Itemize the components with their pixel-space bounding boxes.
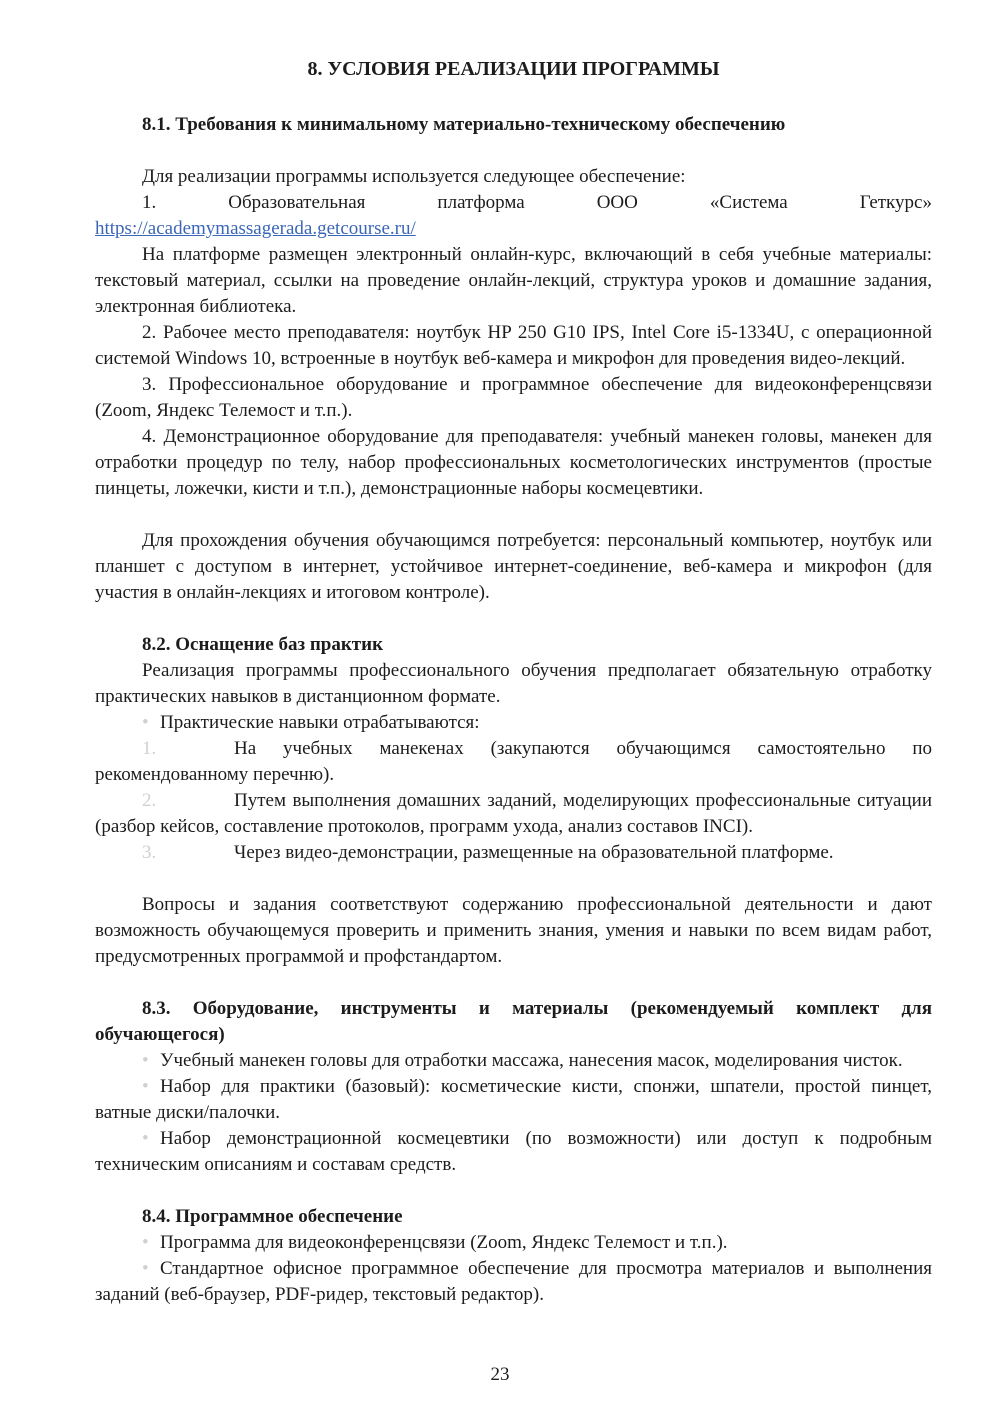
page-number: 23 [490,1364,510,1385]
list-number-marker: 3. [142,842,157,863]
bullet-item [95,1230,932,1256]
bullet-item-text: Практические навыки отрабатываются: [160,712,480,733]
list-bullet-marker: • [142,1050,149,1071]
section-84-heading: 8.4. Программное обеспечение [142,1206,403,1227]
platform-word: Образовательная [228,192,366,213]
list-bullet-marker: • [142,712,149,733]
paragraph-student-requirements: Для прохождения обучения обучающимся потребуется: персональный компьютер, ноутбук или планшет с доступом в интернет, устойчивое интернет-соединение, веб-камера и микрофон (для участия в онлайн-лекциях и итоговом контроле). [95,530,932,603]
list-bullet-marker: • [142,1258,149,1279]
bullet-item-text: Стандартное офисное программное обеспечение для просмотра материалов и выполнения заданий (веб-браузер, PDF-ридер, текстовый редактор). [95,1258,932,1305]
bullet-item [95,1256,932,1308]
platform-word: ООО [596,192,638,213]
paragraph-professional-equipment: 3. Профессиональное оборудование и программное обеспечение для видеоконференцсвязи (Zoom, Яндекс Телемост и т.п.). [95,374,932,421]
numbered-item [95,736,932,788]
list-number-marker: 1. [142,192,157,213]
list-number-marker: 2. [142,790,157,811]
list-number-marker: 1. [142,738,157,759]
bullet-item [95,710,932,736]
list-bullet-marker: • [142,1128,149,1149]
platform-link-line [95,216,932,242]
section-81-intro: Для реализации программы используется следующее обеспечение: [142,166,686,187]
bullet-item-text: Набор для практики (базовый): косметические кисти, спонжи, шпатели, простой пинцет, ватные диски/палочки. [95,1076,932,1123]
list-bullet-marker: • [142,1232,149,1253]
paragraph-demo-equipment: 4. Демонстрационное оборудование для преподавателя: учебный манекен головы, манекен для отработки процедур по телу, набор профессиональных косметологических инструментов (простые пинцеты, ложечки, кисти и т.п.), демонстрационные наборы космецевтики. [95,426,932,499]
section-83-heading: 8.3. Оборудование, инструменты и материалы (рекомендуемый комплект для обучающегося) [95,998,932,1045]
bullet-item-text: Учебный манекен головы для отработки массажа, нанесения масок, моделирования чисток. [160,1050,903,1071]
bullet-item [95,1126,932,1178]
numbered-item-text: Путем выполнения домашних заданий, моделирующих профессиональные ситуации (разбор кейсов, составление протоколов, программ ухода, анализ составов INCI). [95,790,932,837]
page-title: 8. УСЛОВИЯ РЕАЛИЗАЦИИ ПРОГРАММЫ [307,58,720,80]
bullet-item [95,1074,932,1126]
paragraph-teacher-workplace: 2. Рабочее место преподавателя: ноутбук HP 250 G10 IPS, Intel Core i5-1334U, с операционной системой Windows 10, встроенные в ноутбук веб-камера и микрофон для проведения видео-лекций. [95,322,932,369]
numbered-item [95,840,932,866]
platform-word: платформа [437,192,525,213]
section-82-heading: 8.2. Оснащение баз практик [142,634,384,655]
bullet-item [95,1048,932,1074]
numbered-item-text: Через видео-демонстрации, размещенные на образовательной платформе. [234,842,834,863]
bullet-item-text: Набор демонстрационной космецевтики (по возможности) или доступ к подробным техническим описаниям и составам средств. [95,1128,932,1175]
bullet-item-text: Программа для видеоконференцсвязи (Zoom, Яндекс Телемост и т.п.). [160,1232,728,1253]
paragraph-platform-content: На платформе размещен электронный онлайн-курс, включающий в себя учебные материалы: текстовый материал, ссылки на проведение онлайн-лекций, структура уроков и домашние задания, электронная библиотека. [95,244,932,317]
paragraph-questions: Вопросы и задания соответствуют содержанию профессиональной деятельности и дают возможность обучающемуся проверить и применить знания, умения и навыки по всем видам работ, предусмотренных программой и профстандартом. [95,894,932,967]
platform-numbered-line [95,190,932,216]
course-platform-link[interactable]: https://academymassagerada.getcourse.ru/ [95,218,416,239]
numbered-item-text: На учебных манекенах (закупаются обучающимся самостоятельно по рекомендованному перечню). [95,738,932,785]
numbered-item [95,788,932,840]
paragraph-realization: Реализация программы профессионального обучения предполагает обязательную отработку практических навыков в дистанционном формате. [95,660,932,707]
section-81-heading: 8.1. Требования к минимальному материально-техническому обеспечению [142,114,786,135]
list-bullet-marker: • [142,1076,149,1097]
platform-word: «Система [709,192,788,213]
platform-word: Геткурс» [859,192,932,213]
